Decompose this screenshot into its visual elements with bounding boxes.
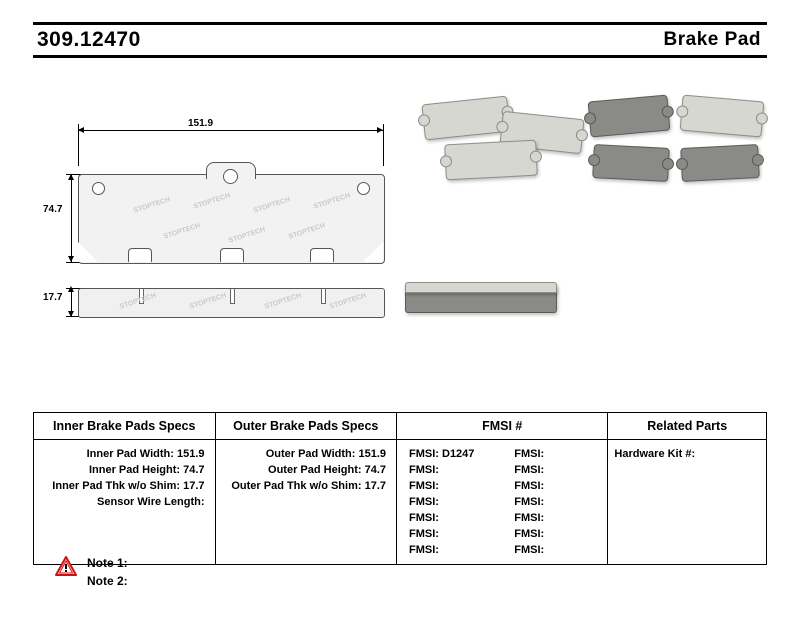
specifications-table-body (34, 440, 766, 564)
watermark-text: STOPTECH (227, 226, 267, 245)
fmsi-column-right (514, 446, 601, 558)
fmsi-entry: FMSI: (409, 544, 439, 556)
product-photo-pad-light-3 (444, 140, 538, 181)
watermark-text: STOPTECH (263, 292, 303, 311)
product-photo-pad-light-4 (680, 94, 765, 137)
width-extension-right (383, 124, 384, 166)
watermark-text: STOPTECH (162, 222, 202, 241)
fmsi-entry: FMSI: (514, 496, 545, 508)
pad-notch-2 (220, 248, 244, 262)
header-outer-specs: Outer Brake Pads Specs (216, 413, 398, 439)
outer-pad-thickness: Outer Pad Thk w/o Shim: 17.7 (231, 480, 386, 492)
brake-pad-side-view (78, 288, 385, 318)
pad-ear-left (588, 154, 601, 167)
pad-ear-right (662, 158, 675, 171)
note-1: Note 1: (87, 556, 128, 570)
width-dimension-line (78, 130, 383, 131)
pad-left-hole (92, 182, 105, 195)
note-2: Note 2: (87, 574, 128, 588)
fmsi-entry: FMSI: (409, 480, 439, 492)
pad-ear-left (676, 105, 689, 118)
pad-ear-right (530, 150, 543, 163)
inner-pad-thickness: Inner Pad Thk w/o Shim: 17.7 (52, 480, 205, 492)
specifications-table-header-row (34, 413, 766, 440)
pad-right-hole (357, 182, 370, 195)
header-related-parts: Related Parts (647, 419, 728, 433)
fmsi-entry: FMSI: (409, 528, 439, 540)
product-photo-pad-edge-backing (405, 282, 557, 293)
watermark-text: STOPTECH (192, 192, 232, 211)
notes-section (55, 554, 128, 590)
pad-ear-left (496, 120, 509, 133)
width-extension-left (78, 124, 79, 166)
pad-center-hole (223, 169, 238, 184)
pad-notch-1 (128, 248, 152, 262)
outer-specs-column (216, 440, 398, 564)
pad-ear-right (661, 105, 674, 118)
pad-ear-right (755, 112, 768, 125)
fmsi-entry: FMSI: (409, 496, 439, 508)
fmsi-grid (403, 446, 601, 558)
side-slot-2 (230, 289, 235, 304)
width-dimension-label: 151.9 (188, 118, 214, 129)
fmsi-entry: FMSI: (409, 464, 439, 476)
outer-pad-height: Outer Pad Height: 74.7 (268, 464, 386, 476)
header-inner-specs: Inner Brake Pads Specs (34, 413, 216, 439)
specifications-table (33, 412, 767, 565)
pad-ear-left (417, 114, 430, 127)
outer-pad-width: Outer Pad Width: 151.9 (265, 448, 386, 460)
inner-pad-width: Inner Pad Width: 151.9 (86, 448, 205, 460)
sensor-wire-length: Sensor Wire Length: (97, 496, 205, 508)
hardware-kit-number: Hardware Kit #: (614, 448, 696, 460)
fmsi-entry: FMSI: (514, 528, 545, 540)
fmsi-entry: FMSI: (409, 512, 439, 524)
fmsi-entry: FMSI: (514, 512, 545, 524)
note-lines (87, 554, 128, 590)
inner-specs-column (34, 440, 216, 564)
height-dimension-line (71, 174, 72, 262)
fmsi-entry: FMSI: D1247 (409, 448, 475, 460)
watermark-text: STOPTECH (328, 292, 368, 311)
watermark-text: STOPTECH (188, 292, 228, 311)
fmsi-column-left (409, 446, 496, 558)
fmsi-column (397, 440, 608, 564)
inner-pad-height: Inner Pad Height: 74.7 (88, 464, 205, 476)
warning-triangle-icon (55, 556, 77, 576)
product-photo-pad-dark-2 (592, 144, 670, 182)
pad-notch-3 (310, 248, 334, 262)
fmsi-entry: FMSI: (514, 448, 545, 460)
height-dimension-label: 74.7 (43, 204, 63, 215)
part-number: 309.12470 (37, 28, 141, 51)
watermark-text: STOPTECH (118, 292, 158, 311)
thickness-dimension-label: 17.7 (43, 292, 63, 303)
fmsi-entry: FMSI: (514, 544, 545, 556)
pad-ear-left (440, 155, 453, 168)
product-photo-pad-dark-3 (680, 144, 760, 182)
pad-chamfer-left (78, 242, 98, 262)
side-slot-3 (321, 289, 326, 304)
fmsi-entry: FMSI: (514, 464, 545, 476)
watermark-text: STOPTECH (312, 192, 352, 211)
pad-ear-right (752, 154, 765, 167)
technical-drawing-area (33, 70, 767, 390)
fmsi-entry: FMSI: (514, 480, 545, 492)
pad-ear-right (575, 129, 588, 142)
watermark-text: STOPTECH (252, 196, 292, 215)
brake-pad-front-view (78, 162, 383, 262)
thickness-arrow-up (68, 286, 74, 292)
pad-ear-left (676, 158, 689, 171)
document-header (33, 22, 767, 58)
product-photo-pad-dark-1 (588, 95, 671, 138)
product-photo-pad-light-1 (421, 96, 510, 141)
pad-ear-left (584, 112, 597, 125)
watermark-text: STOPTECH (132, 196, 172, 215)
related-parts-column (608, 440, 766, 564)
document-type-title: Brake Pad (663, 29, 761, 50)
header-fmsi: FMSI # (397, 413, 608, 439)
pad-chamfer-right (363, 242, 383, 262)
watermark-text: STOPTECH (287, 222, 327, 241)
